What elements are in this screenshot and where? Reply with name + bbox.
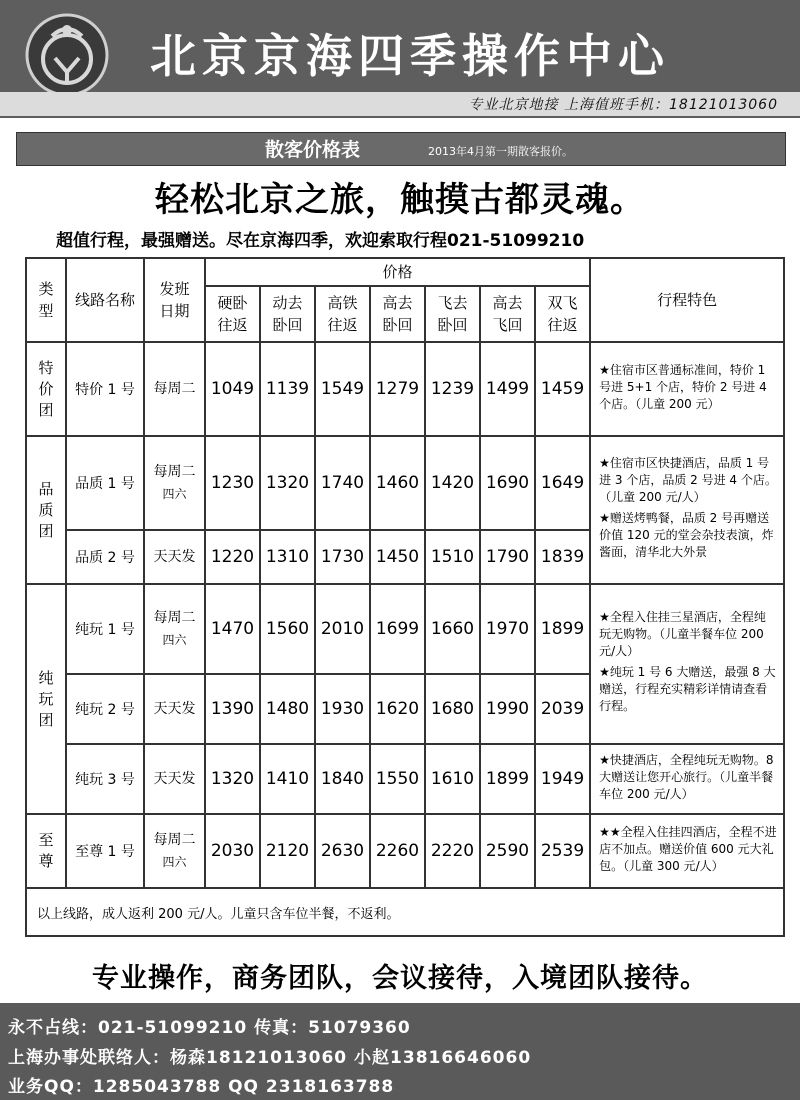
route-name: 品质 2 号: [66, 530, 144, 584]
schedule: 天天发: [144, 674, 205, 744]
schedule: 每周二: [144, 342, 205, 436]
header-price: 价格: [205, 258, 590, 286]
price-cell: 1230: [205, 436, 260, 530]
price-cell: 2630: [315, 814, 370, 888]
price-cell: 1320: [205, 744, 260, 814]
contact-phone-line: 永不占线：021-51099210 传真：51079360: [8, 1018, 411, 1038]
tagline: 超值行程，最强赠送。尽在京海四季，欢迎索取行程021-51099210: [56, 231, 585, 251]
schedule: 每周二 四六: [144, 436, 205, 530]
bottom-slogan: 专业操作，商务团队，会议接待，入境团队接待。: [92, 963, 708, 994]
banner-note: 2013年4月第一期散客报价。: [428, 145, 573, 158]
table-row: [26, 436, 784, 530]
table-row: [26, 744, 784, 814]
price-cell: 1320: [260, 436, 315, 530]
price-col-header: 硬卧 往返: [205, 286, 260, 342]
price-cell: 1740: [315, 436, 370, 530]
table-row: [26, 342, 784, 436]
price-cell: 1649: [535, 436, 590, 530]
price-cell: 1790: [480, 530, 535, 584]
route-name: 至尊 1 号: [66, 814, 144, 888]
contact-footer: [0, 1003, 800, 1100]
feature-cell: ★快捷酒店，全程纯玩无购物。8 大赠送让您开心旅行。（儿童半餐车位 200 元/人）: [590, 744, 784, 814]
category-label: 纯 玩 团: [38, 668, 54, 729]
route-name: 纯玩 3 号: [66, 744, 144, 814]
rebate-note: 以上线路，成人返利 200 元/人。儿童只含车位半餐，不返利。: [26, 888, 784, 936]
price-cell: 1699: [370, 584, 425, 674]
banner-title: 散客价格表: [265, 139, 361, 161]
schedule: 天天发: [144, 530, 205, 584]
contact-qq-line: 业务QQ：1285043788 QQ 2318163788: [8, 1077, 395, 1097]
company-title: 北京京海四季操作中心: [150, 29, 670, 83]
price-cell: 1220: [205, 530, 260, 584]
company-logo: [22, 10, 112, 100]
contact-person-line: 上海办事处联络人：杨森18121013060 小赵13816646060: [8, 1048, 532, 1068]
price-cell: 2010: [315, 584, 370, 674]
price-cell: 1899: [535, 584, 590, 674]
price-list-banner: [16, 132, 786, 166]
price-col-header: 高去 飞回: [480, 286, 535, 342]
category-label: 品 质 团: [38, 479, 54, 540]
schedule: 每周二 四六: [144, 814, 205, 888]
header-type-line2: 型: [38, 302, 54, 320]
price-cell: 1139: [260, 342, 315, 436]
price-cell: 2039: [535, 674, 590, 744]
price-cell: 1610: [425, 744, 480, 814]
price-cell: 2120: [260, 814, 315, 888]
header-type-line1: 类: [38, 280, 54, 298]
header-schedule: [144, 258, 205, 342]
price-cell: 1660: [425, 584, 480, 674]
note-row: [26, 888, 784, 936]
header-route: 线路名称: [66, 258, 144, 342]
price-cell: 1410: [260, 744, 315, 814]
price-col-header: 双飞 往返: [535, 286, 590, 342]
price-cell: 1990: [480, 674, 535, 744]
route-name: 纯玩 1 号: [66, 584, 144, 674]
feature-cell: ★★全程入住挂四酒店，全程不进店不加点。赠送价值 600 元大礼包。（儿童 300 元/人）: [590, 814, 784, 888]
price-col-header: 飞去 卧回: [425, 286, 480, 342]
price-cell: 1620: [370, 674, 425, 744]
price-cell: 1470: [205, 584, 260, 674]
category-label: 特 价 团: [38, 358, 54, 419]
price-cell: 1239: [425, 342, 480, 436]
price-cell: 1450: [370, 530, 425, 584]
price-cell: 1690: [480, 436, 535, 530]
price-cell: 1510: [425, 530, 480, 584]
price-cell: 1730: [315, 530, 370, 584]
feature-cell: ★住宿市区快捷酒店，品质 1 号进 3 个店，品质 2 号进 4 个店。（儿童 200 元/人） ★赠送烤鸭餐，品质 2 号再赠送价值 120 元的堂会杂技表演，炸酱面，清华北大外景: [590, 436, 784, 584]
price-cell: 1949: [535, 744, 590, 814]
header-features: 行程特色: [590, 258, 784, 342]
price-cell: 2260: [370, 814, 425, 888]
route-name: 纯玩 2 号: [66, 674, 144, 744]
feature-cell: ★住宿市区普通标准间，特价 1 号进 5+1 个店，特价 2 号进 4 个店。（儿童 200 元）: [590, 342, 784, 436]
price-cell: 1460: [370, 436, 425, 530]
price-col-header: 高去 卧回: [370, 286, 425, 342]
price-cell: 2539: [535, 814, 590, 888]
price-cell: 1839: [535, 530, 590, 584]
header-schedule-line2: 日期: [159, 302, 190, 320]
table-row: [26, 584, 784, 674]
route-name: 特价 1 号: [66, 342, 144, 436]
price-cell: 1459: [535, 342, 590, 436]
price-cell: 1279: [370, 342, 425, 436]
category-label: 至 尊: [38, 831, 54, 870]
price-cell: 1899: [480, 744, 535, 814]
price-cell: 1840: [315, 744, 370, 814]
price-cell: 1049: [205, 342, 260, 436]
header-schedule-line1: 发班: [159, 280, 190, 298]
price-table: [25, 257, 785, 937]
header-subtitle: 专业北京地接 上海值班手机：18121013060: [468, 97, 778, 113]
header: [0, 0, 800, 118]
price-col-header: 动去 卧回: [260, 286, 315, 342]
category-cell: [26, 584, 66, 814]
category-cell: [26, 814, 66, 888]
price-cell: 2590: [480, 814, 535, 888]
main-slogan: 轻松北京之旅，触摸古都灵魂。: [155, 180, 645, 220]
route-name: 品质 1 号: [66, 436, 144, 530]
price-cell: 1390: [205, 674, 260, 744]
price-cell: 1550: [370, 744, 425, 814]
category-cell: [26, 436, 66, 584]
category-cell: [26, 342, 66, 436]
price-cell: 1310: [260, 530, 315, 584]
price-cell: 1480: [260, 674, 315, 744]
table-row: [26, 814, 784, 888]
price-cell: 1499: [480, 342, 535, 436]
price-cell: 1549: [315, 342, 370, 436]
price-col-header: 高铁 往返: [315, 286, 370, 342]
schedule: 天天发: [144, 744, 205, 814]
price-cell: 1970: [480, 584, 535, 674]
price-cell: 2030: [205, 814, 260, 888]
price-cell: 1560: [260, 584, 315, 674]
header-type: [26, 258, 66, 342]
schedule: 每周二 四六: [144, 584, 205, 674]
price-cell: 1420: [425, 436, 480, 530]
feature-cell: ★全程入住挂三星酒店，全程纯玩无购物。（儿童半餐车位 200 元/人） ★纯玩 1 号 6 大赠送，最强 8 大赠送，行程充实精彩详情请查看行程。: [590, 584, 784, 744]
price-cell: 1680: [425, 674, 480, 744]
price-cell: 2220: [425, 814, 480, 888]
price-cell: 1930: [315, 674, 370, 744]
